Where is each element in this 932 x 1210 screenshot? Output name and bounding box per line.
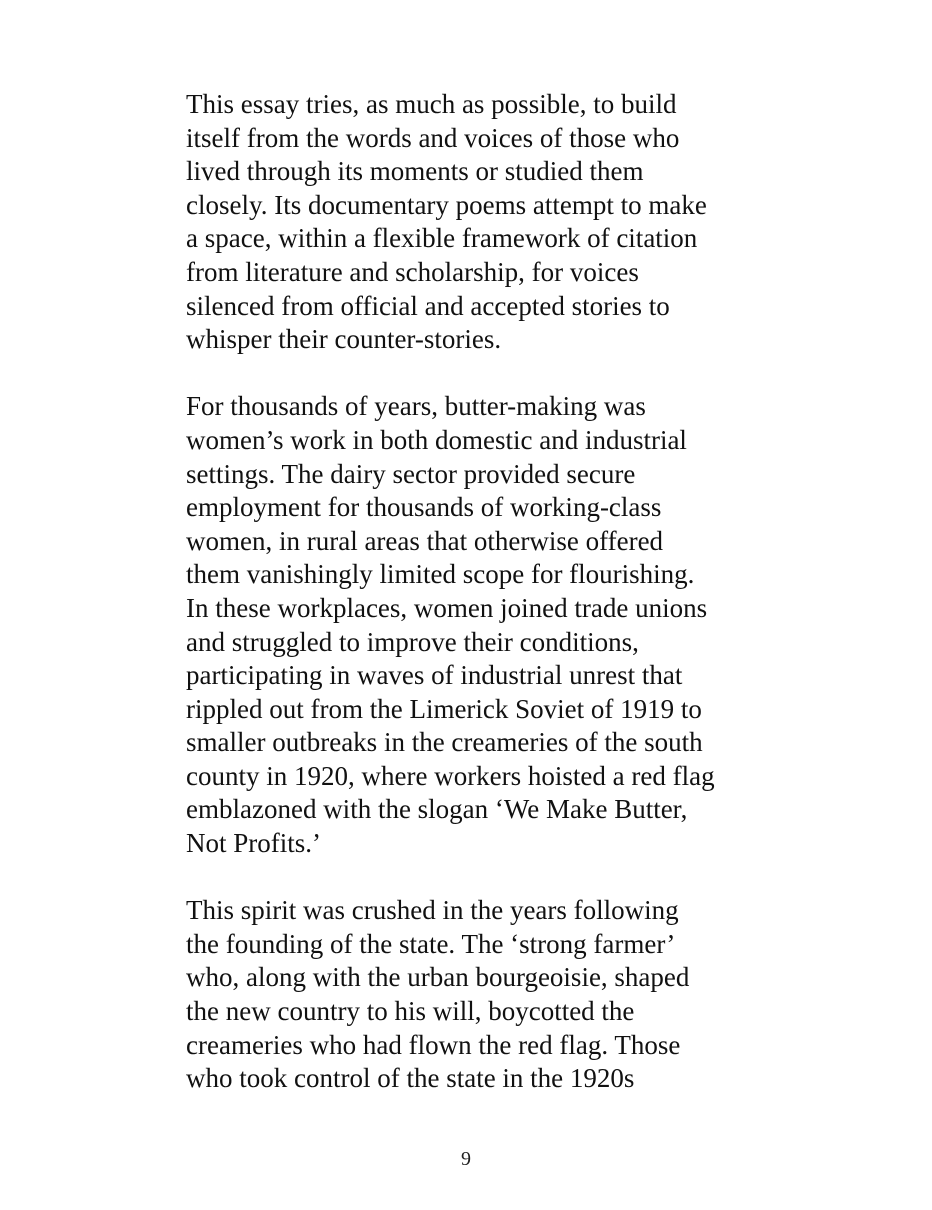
text-line: the new country to his will, boycotted the: [186, 996, 635, 1027]
text-line: who took control of the state in the 1920s: [186, 1063, 635, 1094]
text-line: employment for thousands of working-class: [186, 492, 662, 523]
text-line: This essay tries, as much as possible, to build: [186, 89, 677, 119]
text-line: silenced from official and accepted stories to: [186, 290, 670, 321]
text-line: a space, within a flexible framework of citation: [186, 223, 698, 254]
paragraph-1: [186, 88, 786, 357]
text-line: In these workplaces, women joined trade unions: [186, 592, 708, 623]
text-line: closely. Its documentary poems attempt to make: [186, 189, 707, 220]
page-number: 9: [461, 1148, 471, 1170]
text-line: settings. The dairy sector provided secure: [186, 458, 636, 489]
text-line: participating in waves of industrial unrest that: [186, 660, 683, 691]
text-line: creameries who had flown the red flag. Those: [186, 1029, 681, 1060]
text-line: the founding of the state. The ‘strong farmer’: [186, 928, 676, 959]
text-line: itself from the words and voices of those who: [186, 122, 680, 153]
text-line: women’s work in both domestic and industrial: [186, 424, 687, 455]
text-line: them vanishingly limited scope for flourishing.: [186, 559, 695, 590]
text-line: who, along with the urban bourgeoisie, shaped: [186, 962, 690, 993]
text-line: rippled out from the Limerick Soviet of 1919 to: [186, 693, 702, 724]
text-line: emblazoned with the slogan ‘We Make Butter,: [186, 794, 688, 825]
text-line: and struggled to improve their conditions,: [186, 626, 639, 657]
text-line: For thousands of years, butter-making was: [186, 391, 646, 422]
text-line: county in 1920, where workers hoisted a red flag: [186, 760, 715, 791]
text-line: lived through its moments or studied them: [186, 156, 644, 187]
paragraph-2: [186, 390, 786, 860]
text-line: This spirit was crushed in the years following: [186, 895, 679, 926]
body-text: [186, 88, 786, 1129]
text-line: women, in rural areas that otherwise offered: [186, 525, 664, 556]
text-line: Not Profits.’: [186, 828, 321, 859]
paragraph-3: [186, 894, 786, 1096]
text-line: from literature and scholarship, for voices: [186, 256, 639, 287]
text-line: whisper their counter-stories.: [186, 324, 502, 355]
text-line: smaller outbreaks in the creameries of the south: [186, 727, 703, 758]
